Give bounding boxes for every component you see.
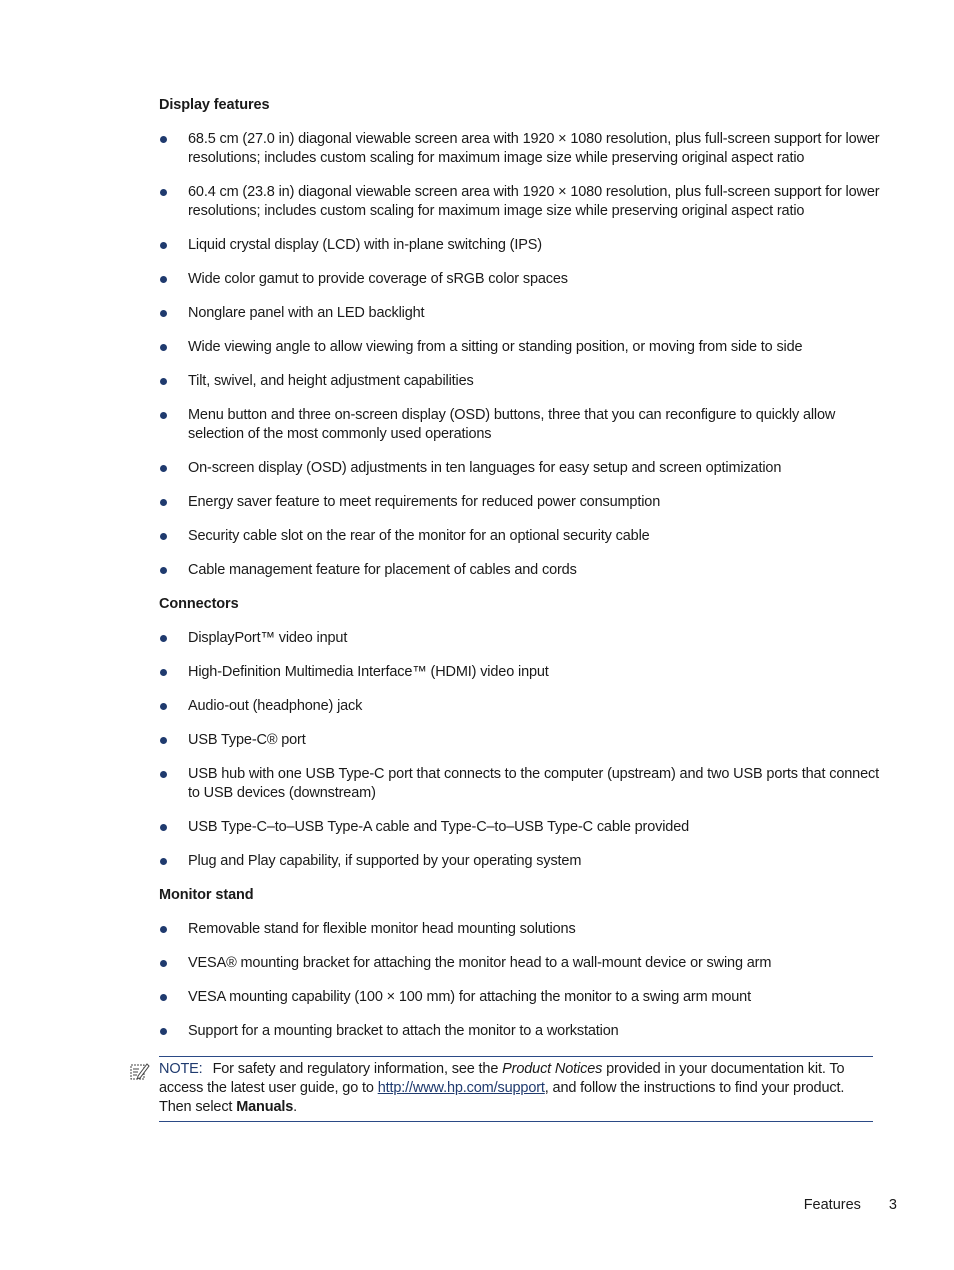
list-item: [159, 765, 889, 803]
note-box: [159, 1056, 873, 1122]
list-item-text: Wide viewing angle to allow viewing from a sitting or standing position, or moving from side to side: [188, 339, 803, 355]
bullet-icon: [160, 242, 167, 249]
list-item: [159, 130, 889, 168]
list-item: [159, 304, 889, 323]
list-item: [159, 954, 889, 973]
list-item-text: USB Type-C® port: [188, 732, 306, 748]
bullet-icon: [160, 858, 167, 865]
list-item-text: Support for a mounting bracket to attach the monitor to a workstation: [188, 1023, 619, 1039]
list-item-text: USB hub with one USB Type-C port that connects to the computer (upstream) and two USB ports that connect to USB devices (downstream): [188, 766, 879, 801]
note-text-4: .: [293, 1099, 298, 1115]
note-text-3: , and follow the instructions to find your product. Then select: [159, 1080, 845, 1115]
bullet-list: [159, 920, 889, 1041]
bullet-icon: [160, 276, 167, 283]
list-item-text: Plug and Play capability, if supported by your operating system: [188, 853, 582, 869]
list-item: [159, 852, 889, 871]
list-item: [159, 406, 889, 444]
bullet-icon: [160, 1028, 167, 1035]
bullet-icon: [160, 737, 167, 744]
bullet-icon: [160, 310, 167, 317]
list-item-text: Menu button and three on-screen display (OSD) buttons, three that you can reconfigure to quickly allow selection of the most commonly used operations: [188, 407, 836, 442]
list-item-text: Wide color gamut to provide coverage of sRGB color spaces: [188, 271, 568, 287]
bullet-icon: [160, 465, 167, 472]
list-item-text: USB Type-C–to–USB Type-A cable and Type-C–to–USB Type-C cable provided: [188, 819, 690, 835]
bullet-icon: [160, 189, 167, 196]
list-item-text: Tilt, swivel, and height adjustment capabilities: [188, 373, 474, 389]
bullet-icon: [160, 567, 167, 574]
list-item-text: 60.4 cm (23.8 in) diagonal viewable screen area with 1920 × 1080 resolution, plus full-screen support for lower resolutions; includes custom scaling for maximum image size while preserving original aspect ratio: [188, 184, 880, 219]
list-item: [159, 527, 889, 546]
bullet-icon: [160, 533, 167, 540]
bullet-list: [159, 130, 889, 580]
note-text-2: provided in your documentation kit. To access the latest user guide, go to: [159, 1061, 845, 1096]
section-heading: Monitor stand: [159, 887, 254, 903]
note-text-1: For safety and regulatory information, see the: [212, 1061, 503, 1077]
list-item-text: VESA mounting capability (100 × 100 mm) for attaching the monitor to a swing arm mount: [188, 989, 751, 1005]
list-item: [159, 663, 889, 682]
footer-section-title: Features: [803, 1197, 861, 1213]
bullet-icon: [160, 635, 167, 642]
list-item: [159, 236, 889, 255]
bullet-icon: [160, 136, 167, 143]
list-item-text: Security cable slot on the rear of the monitor for an optional security cable: [188, 528, 650, 544]
list-item: [159, 338, 889, 357]
list-item-text: 68.5 cm (27.0 in) diagonal viewable screen area with 1920 × 1080 resolution, plus full-screen support for lower resolutions; includes custom scaling for maximum image size while preserving original aspect ratio: [188, 131, 880, 166]
list-item-text: Removable stand for flexible monitor head mounting solutions: [188, 921, 576, 937]
note-italic-product-notices: Product Notices: [502, 1061, 603, 1077]
section-heading: Connectors: [159, 596, 239, 612]
bullet-icon: [160, 344, 167, 351]
list-item: [159, 697, 889, 716]
list-item-text: Liquid crystal display (LCD) with in-plane switching (IPS): [188, 237, 542, 253]
page-footer: [804, 1196, 897, 1215]
bullet-icon: [160, 703, 167, 710]
page-number: 3: [888, 1197, 897, 1213]
note-bold-manuals: Manuals: [236, 1099, 294, 1115]
list-item-text: On-screen display (OSD) adjustments in ten languages for easy setup and screen optimization: [188, 460, 782, 476]
list-item: [159, 493, 889, 512]
bullet-icon: [160, 994, 167, 1001]
list-item-text: Audio-out (headphone) jack: [188, 698, 363, 714]
list-item-text: Nonglare panel with an LED backlight: [188, 305, 425, 321]
list-item: [159, 920, 889, 939]
note-label: NOTE:: [159, 1061, 203, 1077]
list-item-text: VESA® mounting bracket for attaching the monitor head to a wall-mount device or swing arm: [188, 955, 772, 971]
section-heading: Display features: [159, 97, 270, 113]
list-item: [159, 988, 889, 1007]
bullet-icon: [160, 499, 167, 506]
list-item: [159, 459, 889, 478]
list-item-text: High-Definition Multimedia Interface™ (HDMI) video input: [188, 664, 549, 680]
bullet-icon: [160, 960, 167, 967]
list-item: [159, 270, 889, 289]
list-item: [159, 561, 889, 580]
bullet-list: [159, 629, 889, 871]
support-link[interactable]: http://www.hp.com/support: [377, 1080, 545, 1096]
bullet-icon: [160, 378, 167, 385]
list-item: [159, 183, 889, 221]
list-item-text: DisplayPort™ video input: [188, 630, 348, 646]
list-item: [159, 372, 889, 391]
bullet-icon: [160, 771, 167, 778]
bullet-icon: [160, 669, 167, 676]
list-item: [159, 629, 889, 648]
list-item: [159, 818, 889, 837]
features-content: [159, 96, 889, 1056]
bullet-icon: [160, 412, 167, 419]
bullet-icon: [160, 824, 167, 831]
list-item-text: Energy saver feature to meet requirements for reduced power consumption: [188, 494, 661, 510]
list-item-text: Cable management feature for placement of cables and cords: [188, 562, 577, 578]
list-item: [159, 1022, 889, 1041]
list-item: [159, 731, 889, 750]
bullet-icon: [160, 926, 167, 933]
note-pencil-icon: [130, 1062, 150, 1080]
